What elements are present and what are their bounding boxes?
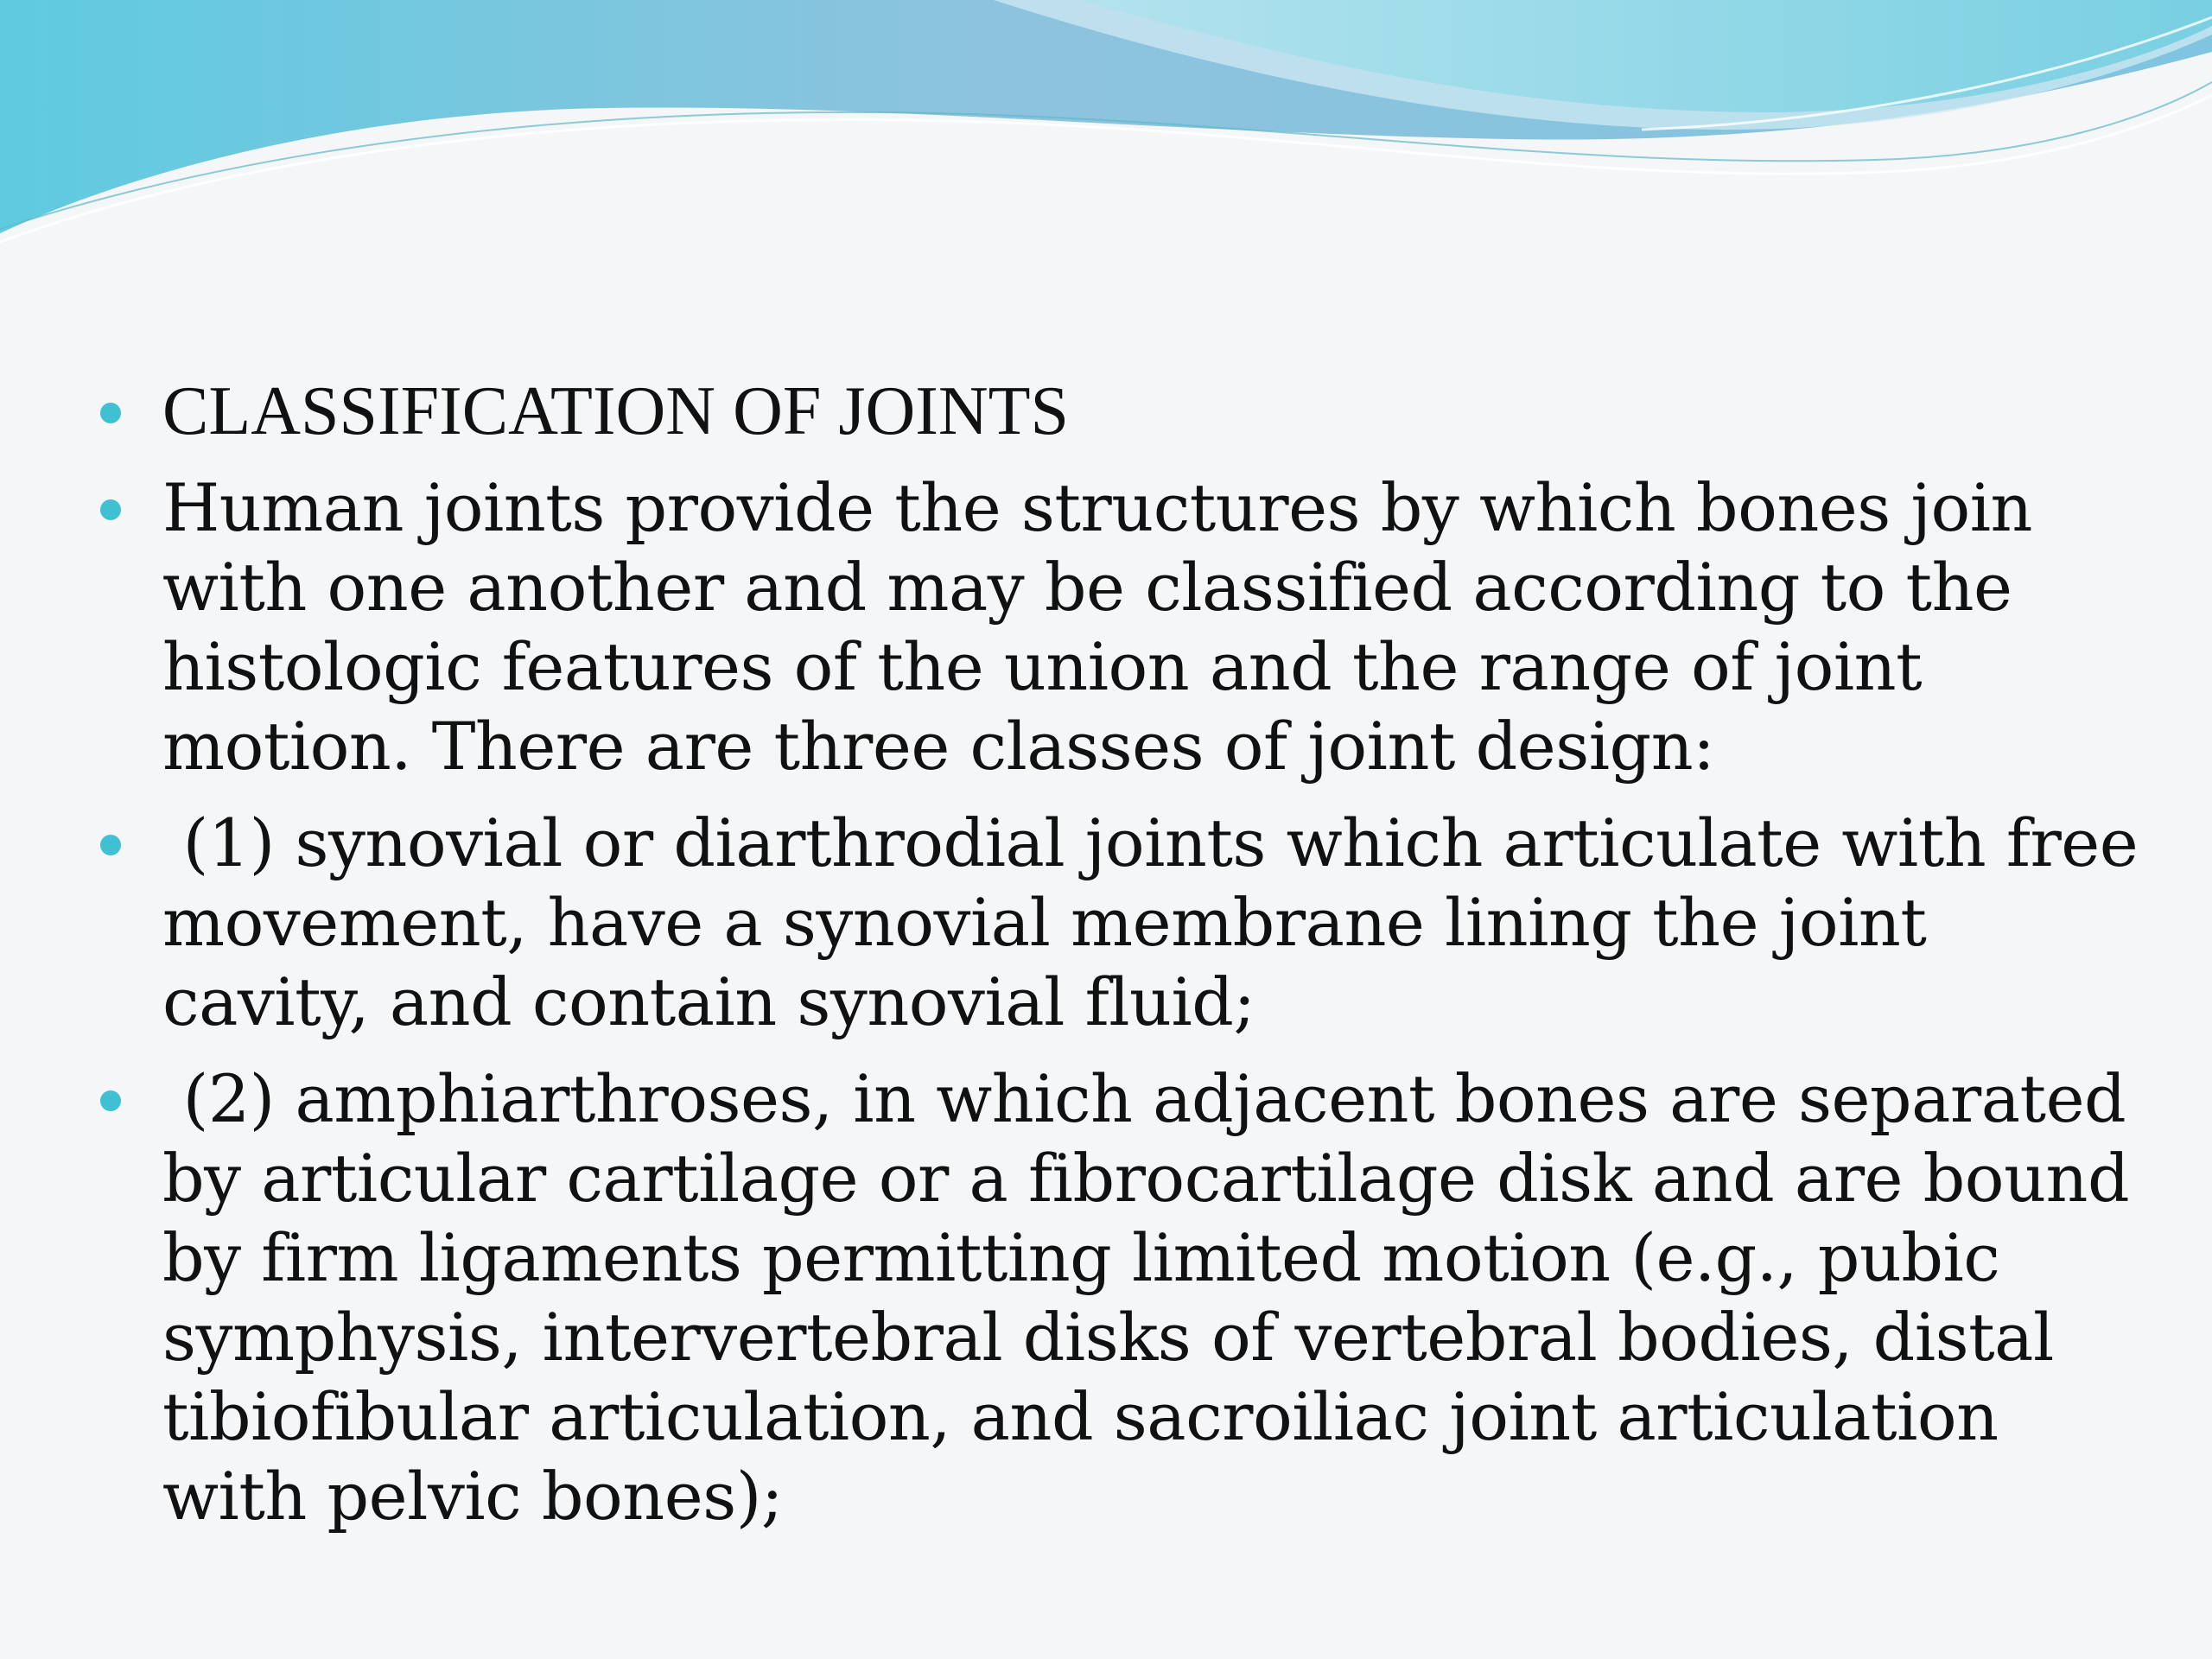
bullet-dot-icon	[100, 1090, 121, 1111]
bullet-text: (2) amphiarthroses, in which adjacent bones are separated by articular cartilage or a fibrocartilage disk and are bound by firm ligaments permitting limited motion (e.g., pubic symphysis, intervertebral disks of vertebral bodies, distal tibiofibular articulation, and sacroiliac joint articulation with pelvic bones);	[162, 1060, 2150, 1535]
bullet-item-amphiarthroses	[97, 1059, 2153, 1536]
bullet-dot-icon	[100, 835, 121, 855]
bullet-item-human-joints	[97, 468, 2153, 786]
bullet-text: CLASSIFICATION OF JOINTS	[162, 373, 1070, 449]
bullet-item-synovial	[97, 804, 2158, 1042]
bullet-text: Human joints provide the structures by which bones join with one another and may be classified according to the histologic features of the union and the range of joint motion. There are three classes of joint design:	[162, 469, 2032, 785]
bullet-content	[97, 372, 2158, 1554]
bullet-dot-icon	[100, 499, 121, 520]
bullet-text: (1) synovial or diarthrodial joints which articulate with free movement, have a synovial membrane lining the joint cavity, and contain synovial fluid;	[162, 804, 2158, 1040]
bullet-list	[97, 372, 2158, 1536]
bullet-item-classification-heading	[97, 372, 2153, 451]
header-wave-decoration	[0, 0, 2212, 259]
bullet-dot-icon	[100, 403, 121, 423]
